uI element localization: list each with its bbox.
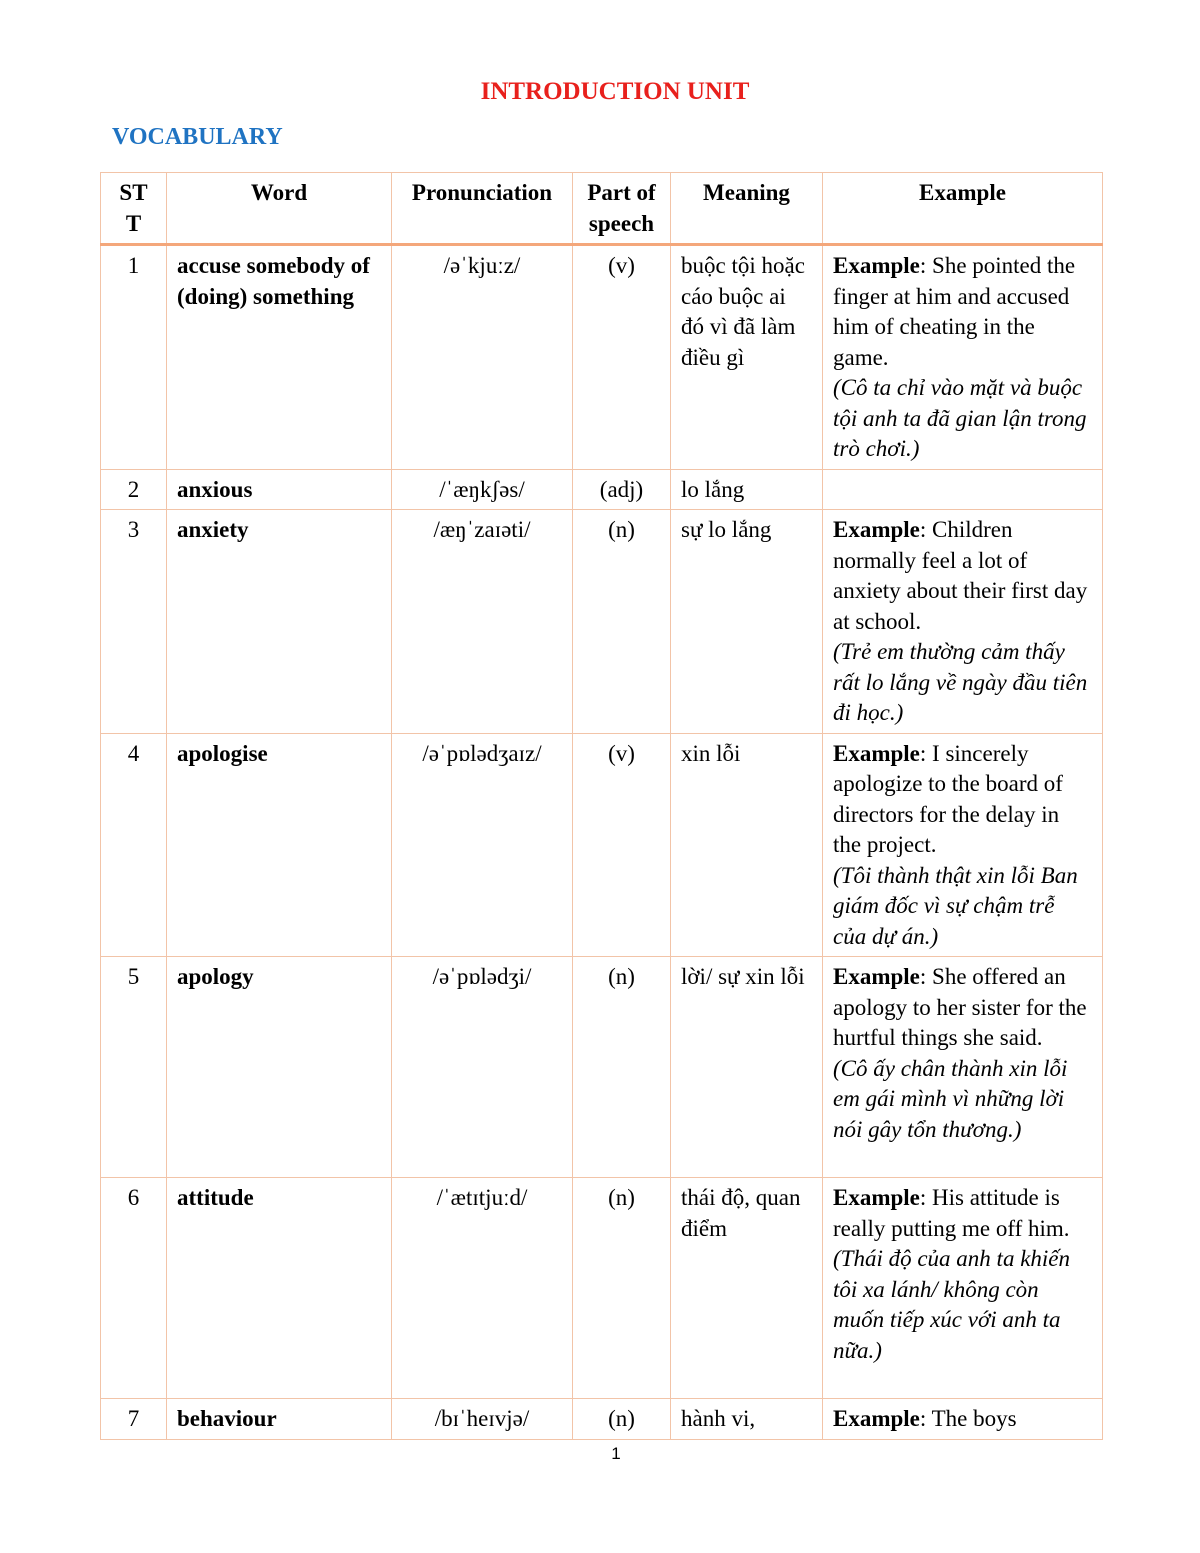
- cell-part-of-speech: (v): [573, 245, 671, 470]
- cell-word: anxiety: [167, 510, 392, 734]
- header-part-of-speech: Part of speech: [573, 173, 671, 245]
- cell-pronunciation: /əˈkjuːz/: [392, 245, 573, 470]
- example-translation: (Trẻ em thường cảm thấy rất lo lắng về ngày đầu tiên đi học.): [833, 639, 1088, 725]
- table-header-row: [101, 173, 1103, 245]
- example-sentence: : Children normally feel a lot of anxiety about their first day at school.: [833, 517, 1088, 634]
- cell-stt: 3: [101, 510, 167, 734]
- example-sentence: : His attitude is really putting me off him.: [833, 1185, 1070, 1241]
- cell-example: [823, 957, 1103, 1178]
- cell-example: [823, 510, 1103, 734]
- table-header: [101, 173, 1103, 245]
- example-label: Example: [833, 1185, 920, 1210]
- table-row: [101, 733, 1103, 957]
- cell-part-of-speech: (v): [573, 733, 671, 957]
- example-label: Example: [833, 253, 920, 278]
- cell-meaning: hành vi,: [671, 1399, 823, 1440]
- cell-example: [823, 1178, 1103, 1399]
- section-heading-vocabulary: VOCABULARY: [112, 124, 283, 150]
- cell-meaning: lời/ sự xin lỗi: [671, 957, 823, 1178]
- cell-stt: 1: [101, 245, 167, 470]
- example-translation: (Cô ta chỉ vào mặt và buộc tội anh ta đã gian lận trong trò chơi.): [833, 375, 1087, 461]
- cell-example: [823, 469, 1103, 510]
- cell-part-of-speech: (n): [573, 1178, 671, 1399]
- cell-stt: 2: [101, 469, 167, 510]
- table-row: [101, 1178, 1103, 1399]
- cell-example: [823, 245, 1103, 470]
- table-row: [101, 957, 1103, 1178]
- cell-word: apology: [167, 957, 392, 1178]
- example-sentence: : She pointed the finger at him and accused him of cheating in the game.: [833, 253, 1076, 370]
- cell-word: behaviour: [167, 1399, 392, 1440]
- cell-example: [823, 733, 1103, 957]
- example-translation: (Cô ấy chân thành xin lỗi em gái mình vì những lời nói gây tổn thương.): [833, 1055, 1068, 1142]
- cell-part-of-speech: (n): [573, 510, 671, 734]
- vocabulary-table: [100, 172, 1103, 1440]
- example-translation: (Tôi thành thật xin lỗi Ban giám đốc vì sự chậm trễ của dự án.): [833, 862, 1078, 949]
- cell-meaning: sự lo lắng: [671, 510, 823, 734]
- cell-stt: 4: [101, 733, 167, 957]
- example-translation: (Thái độ của anh ta khiến tôi xa lánh/ không còn muốn tiếp xúc với anh ta nữa.): [833, 1246, 1070, 1363]
- cell-word: apologise: [167, 733, 392, 957]
- header-stt: ST T: [101, 173, 167, 245]
- table-row: [101, 469, 1103, 510]
- header-meaning: Meaning: [671, 173, 823, 245]
- cell-pronunciation: /ˈætɪtjuːd/: [392, 1178, 573, 1399]
- cell-meaning: thái độ, quan điểm: [671, 1178, 823, 1399]
- example-sentence: : The boys: [919, 1406, 1017, 1431]
- example-label: Example: [833, 517, 920, 542]
- example-sentence: : I sincerely apologize to the board of directors for the delay in the project.: [833, 740, 1063, 857]
- example-label: Example: [833, 1406, 920, 1431]
- cell-stt: 5: [101, 957, 167, 1178]
- header-example: Example: [823, 173, 1103, 245]
- cell-pronunciation: /əˈpɒlədʒaɪz/: [392, 733, 573, 957]
- cell-meaning: lo lắng: [671, 469, 823, 510]
- header-pronunciation: Pronunciation: [392, 173, 573, 245]
- example-label: Example: [833, 964, 920, 989]
- header-word: Word: [167, 173, 392, 245]
- cell-meaning: buộc tội hoặc cáo buộc ai đó vì đã làm điều gì: [671, 245, 823, 470]
- cell-part-of-speech: (n): [573, 957, 671, 1178]
- cell-word: anxious: [167, 469, 392, 510]
- table-body: [101, 245, 1103, 1440]
- cell-meaning: xin lỗi: [671, 733, 823, 957]
- cell-pronunciation: /æŋˈzaɪəti/: [392, 510, 573, 734]
- cell-pronunciation: /ˈæŋkʃəs/: [392, 469, 573, 510]
- table-row: [101, 510, 1103, 734]
- page-number: 1: [611, 1444, 621, 1463]
- cell-stt: 6: [101, 1178, 167, 1399]
- cell-example: [823, 1399, 1103, 1440]
- table-row: [101, 1399, 1103, 1440]
- cell-pronunciation: /əˈpɒlədʒi/: [392, 957, 573, 1178]
- cell-stt: 7: [101, 1399, 167, 1440]
- cell-word: accuse somebody of (doing) something: [167, 245, 392, 470]
- cell-pronunciation: /bɪˈheɪvjə/: [392, 1399, 573, 1440]
- example-sentence: : She offered an apology to her sister for the hurtful things she said.: [833, 964, 1087, 1050]
- cell-part-of-speech: (adj): [573, 469, 671, 510]
- example-label: Example: [833, 740, 920, 766]
- cell-part-of-speech: (n): [573, 1399, 671, 1440]
- document-title: INTRODUCTION UNIT: [480, 78, 750, 105]
- table-row: [101, 245, 1103, 470]
- cell-word: attitude: [167, 1178, 392, 1399]
